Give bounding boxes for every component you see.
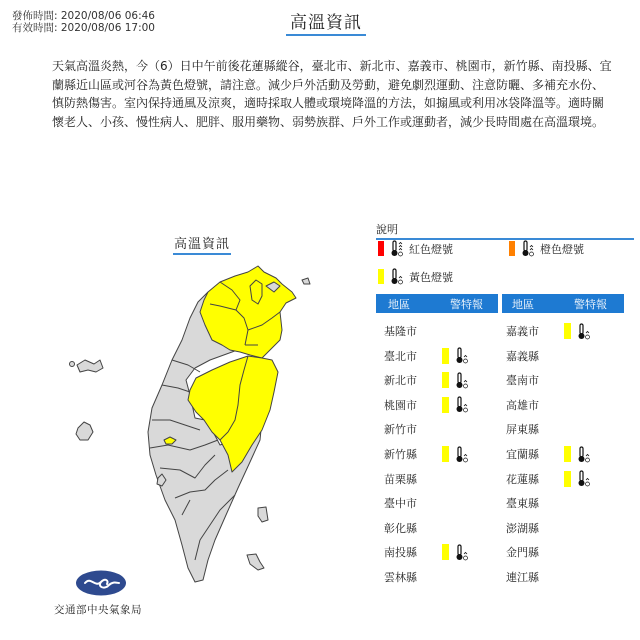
region-name: 新竹縣: [384, 448, 417, 461]
table-row: [384, 369, 474, 391]
map-region-orchid-island: [247, 554, 264, 570]
logo-text: 交通部中央氣象局: [54, 604, 142, 616]
valid-time: 有效時間: 2020/08/06 17:00: [12, 22, 155, 34]
header-region: 地區: [388, 297, 410, 311]
warning-indicator-yellow: [442, 372, 474, 389]
thermometer-level-1-icon: [577, 446, 591, 463]
table-row: [506, 468, 596, 490]
yellow-swatch: [564, 323, 571, 339]
region-name: 桃園市: [384, 398, 417, 412]
table-row: [384, 345, 474, 367]
table-row: [506, 541, 564, 563]
warning-indicator-yellow: [564, 470, 596, 487]
region-name: 金門縣: [506, 546, 539, 560]
map-region-pengjia: [302, 278, 310, 284]
table-row: [384, 541, 474, 563]
region-name: 南投縣: [384, 546, 417, 560]
cwb-logo: [75, 570, 127, 596]
region-name: 臺北市: [384, 349, 417, 363]
red-swatch: [378, 241, 384, 256]
page-title: 高溫資訊: [286, 8, 366, 36]
region-name: 花蓮縣: [506, 472, 539, 486]
table-row: [384, 320, 442, 342]
region-name: 雲林縣: [384, 571, 417, 584]
table-row: [384, 566, 442, 588]
legend-label-orange: 橙色燈號: [540, 242, 584, 256]
legend-item-orange: [509, 240, 584, 257]
legend-item-red: [378, 240, 453, 257]
legend-item-yellow: [378, 268, 453, 285]
map-region-matsu: [77, 360, 103, 372]
table-row: [506, 492, 564, 514]
time-info: [12, 10, 155, 34]
header-region: 地區: [512, 297, 534, 311]
map-region-green-island: [258, 507, 268, 522]
thermometer-level-2-icon: [521, 240, 535, 257]
yellow-swatch: [442, 372, 449, 388]
table-row: [506, 517, 564, 539]
region-name: 嘉義市: [506, 325, 539, 338]
region-name: 彰化縣: [384, 521, 417, 535]
warning-indicator-yellow: [442, 396, 474, 413]
legend-label-yellow: 黃色燈號: [409, 270, 453, 284]
table-row: [506, 418, 564, 440]
yellow-swatch: [442, 446, 449, 462]
region-name: 連江縣: [506, 571, 539, 584]
thermometer-level-1-icon: [455, 544, 469, 561]
thermometer-level-1-icon: [455, 347, 469, 364]
region-name: 臺南市: [506, 374, 539, 388]
table-row: [384, 443, 474, 465]
region-name: 澎湖縣: [506, 521, 539, 535]
table-row: [506, 566, 564, 588]
thermometer-level-1-icon: [455, 396, 469, 413]
map-title: 高溫資訊: [173, 233, 231, 255]
region-name: 苗栗縣: [384, 472, 417, 486]
taiwan-map: [40, 255, 320, 595]
table-row: [384, 468, 442, 490]
yellow-swatch: [378, 269, 384, 284]
yellow-swatch: [564, 446, 571, 462]
header-warning: 警特報: [450, 297, 483, 311]
table-row: [384, 517, 442, 539]
thermometer-level-1-icon: [577, 470, 591, 487]
table-row: [384, 492, 442, 514]
region-name: 高雄市: [506, 398, 539, 412]
region-name: 臺中市: [384, 497, 417, 511]
warning-description: 天氣高溫炎熱，今（6）日中午前後花蓮縣縱谷，臺北市、新北市、嘉義市、桃園市，新竹縣、南投縣、宜蘭縣近山區或河谷為黃色燈號，請注意。減少戶外活動及勞動，避免劇烈運動、注意防曬、多補充水份、慎防熱傷害。室內保持通風及涼爽，適時採取人體或環境降溫的方法，如搧風或利用冰袋降溫等。適時關懷老人、小孩、慢性病人、肥胖、服用藥物、弱勢族群、戶外工作或運動者，減少長時間處在高溫環境。: [52, 59, 612, 129]
table-row: [384, 394, 474, 416]
table-row: [506, 394, 564, 416]
region-name: 嘉義縣: [506, 349, 539, 363]
map-region-kinmen: [76, 422, 93, 440]
header-warning: 警特報: [574, 297, 607, 311]
yellow-swatch: [442, 544, 449, 560]
warning-indicator-yellow: [564, 323, 596, 340]
thermometer-level-1-icon: [390, 268, 404, 285]
table-header-left: [376, 294, 498, 313]
region-name: 屏東縣: [506, 423, 539, 437]
region-name: 基隆市: [384, 325, 417, 338]
table-row: [384, 418, 442, 440]
map-region-taipei: [250, 280, 262, 304]
region-name: 新北市: [384, 374, 417, 388]
yellow-swatch: [442, 397, 449, 413]
thermometer-level-1-icon: [455, 446, 469, 463]
table-header-right: [502, 294, 624, 313]
thermometer-level-1-icon: [577, 323, 591, 340]
table-row: [506, 443, 596, 465]
region-name: 宜蘭縣: [506, 448, 539, 461]
issue-time: 發佈時間: 2020/08/06 06:46: [12, 10, 155, 22]
warning-indicator-yellow: [442, 544, 474, 561]
table-row: [506, 345, 564, 367]
yellow-swatch: [564, 471, 571, 487]
warning-indicator-yellow: [564, 446, 596, 463]
thermometer-level-1-icon: [455, 372, 469, 389]
warning-indicator-yellow: [442, 347, 474, 364]
region-name: 新竹市: [384, 423, 417, 437]
warning-indicator-yellow: [442, 446, 474, 463]
yellow-swatch: [442, 348, 449, 364]
table-row: [506, 320, 596, 342]
legend-label-red: 紅色燈號: [409, 242, 453, 256]
region-name: 臺東縣: [506, 497, 539, 511]
orange-swatch: [509, 241, 515, 256]
legend-title: 說明: [376, 221, 634, 240]
table-row: [506, 369, 564, 391]
thermometer-level-3-icon: [390, 240, 404, 257]
